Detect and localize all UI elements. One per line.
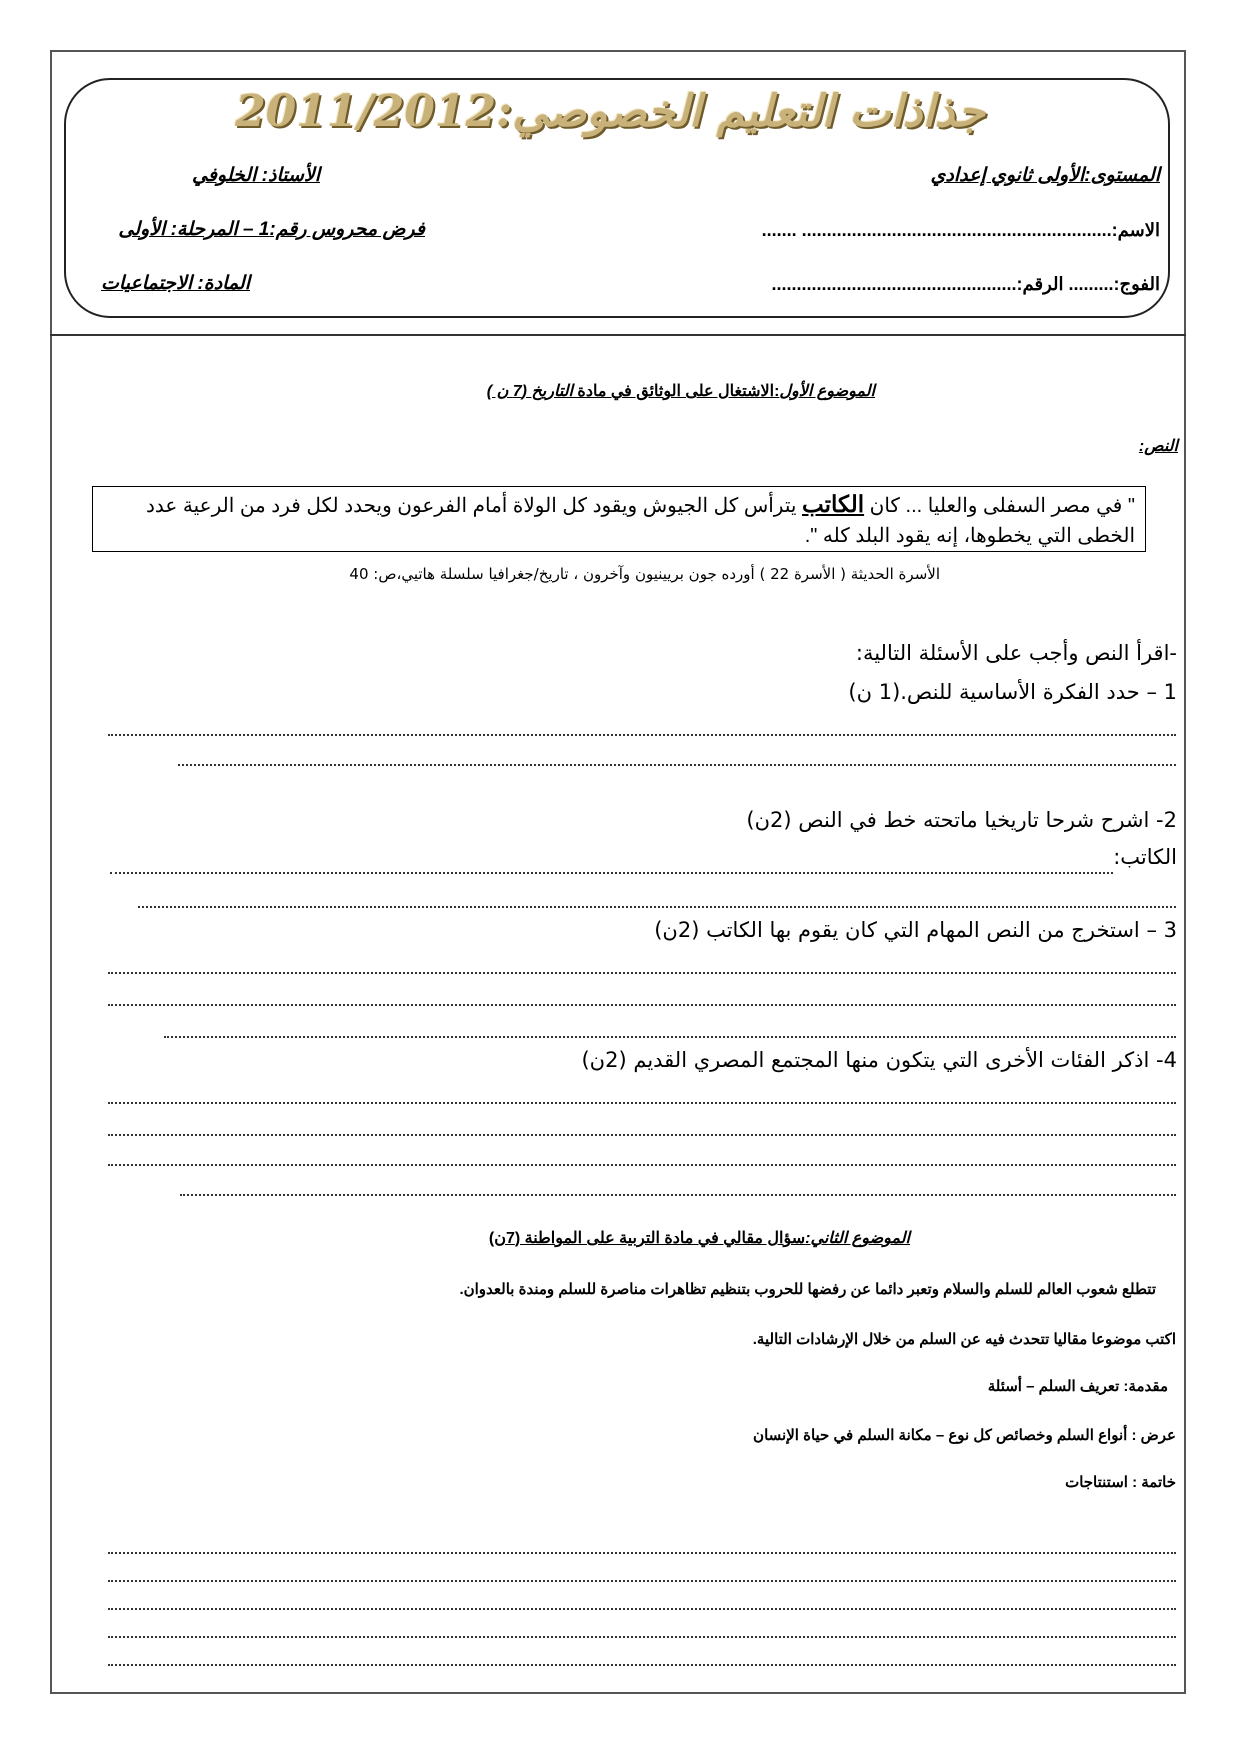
answer-line[interactable] — [164, 1036, 1176, 1038]
answer-line[interactable] — [108, 1102, 1176, 1104]
answer-line[interactable] — [108, 1608, 1176, 1610]
topic1-title-subject: التاريخ — [531, 383, 573, 400]
level-label: المستوى:الأولى ثانوي إعدادي — [930, 165, 1160, 186]
guideline-body: عرض : أنواع السلم وخصائص كل نوع – مكانة السلم في حياة الإنسان — [753, 1427, 1176, 1444]
quote-source: الأسرة الحديثة ( الأسرة 22 ) أورده جون بريينيون وآخرون ، تاريخ/جغرافيا سلسلة هاتيي،ص: 40 — [349, 565, 940, 583]
question-2: 2- اشرح شرحا تاريخيا ماتحته خط في النص (2ن) — [746, 808, 1177, 832]
exam-title: فرض محروس رقم:1 – المرحلة: الأولى — [118, 219, 425, 240]
answer-line[interactable] — [108, 734, 1176, 736]
topic2-title-italic: الموضوع الثاني: — [805, 1230, 910, 1247]
answer-line[interactable] — [110, 872, 1113, 874]
quote-keyword: الكاتب — [802, 491, 865, 517]
question-2-term: الكاتب: — [1113, 845, 1177, 869]
answer-line[interactable] — [108, 1636, 1176, 1638]
quote-prefix: " في مصر السفلى والعليا ... كان — [864, 495, 1135, 517]
topic2-title — [489, 1228, 910, 1248]
topic2-task: اكتب موضوعا مقاليا تتحدث فيه عن السلم من خلال الإرشادات التالية. — [752, 1331, 1176, 1348]
question-3: 3 – استخرج من النص المهام التي كان يقوم بها الكاتب (2ن) — [654, 918, 1177, 942]
quote-box — [92, 486, 1146, 552]
question-1: 1 – حدد الفكرة الأساسية للنص.(1 ن) — [848, 680, 1177, 704]
answer-line[interactable] — [108, 1134, 1176, 1136]
subject-label: المادة: الاجتماعيات — [101, 273, 250, 294]
answer-line[interactable] — [108, 972, 1176, 974]
topic1-title — [487, 381, 875, 401]
question-4: 4- اذكر الفئات الأخرى التي يتكون منها المجتمع المصري القديم (2ن) — [581, 1048, 1177, 1072]
group-number-field[interactable]: الفوج:......... الرقم:................................................. — [771, 274, 1160, 294]
topic2-title-plain: سؤال مقالي في مادة التربية على المواطنة (7ن) — [488, 1230, 806, 1247]
header-divider — [50, 334, 1186, 336]
instruction: -اقرأ النص وأجب على الأسئلة التالية: — [855, 641, 1177, 665]
topic2-intro: تتطلع شعوب العالم للسلم والسلام وتعبر دائما عن رفضها للحروب بتنظيم تظاهرات مناصرة للسلم ومندة بالعدوان. — [459, 1281, 1156, 1298]
topic1-title-italic: الموضوع الأول — [779, 383, 875, 400]
answer-line[interactable] — [108, 1580, 1176, 1582]
answer-line[interactable] — [178, 764, 1176, 766]
guideline-introduction: مقدمة: تعريف السلم – أسئلة — [987, 1378, 1168, 1395]
answer-line[interactable] — [180, 1194, 1176, 1196]
answer-line[interactable] — [108, 1664, 1176, 1666]
teacher-label: الأستاذ: الخلوفي — [192, 165, 320, 186]
topic1-title-plain: :الاشتغال على الوثائق في مادة — [572, 383, 780, 400]
answer-line[interactable] — [108, 1552, 1176, 1554]
guideline-conclusion: خاتمة : استنتاجات — [1065, 1474, 1176, 1491]
text-label: النص: — [1138, 438, 1178, 455]
answer-line[interactable] — [108, 1004, 1176, 1006]
topic1-title-points: (7 ن ) — [486, 383, 532, 400]
answer-line[interactable] — [108, 1164, 1176, 1166]
banner-title: جذاذات التعليم الخصوصي:2011/2012 — [235, 86, 985, 137]
answer-line[interactable] — [138, 906, 1176, 908]
name-field[interactable]: الاسم:.............................................................. ....... — [761, 220, 1160, 240]
quote-suffix: يترأس كل الجيوش ويقود كل الولاة أمام الفرعون ويحدد لكل فرد من الرعية عدد الخطى التي يخطوها، إنه يقود البلد كله ". — [145, 495, 1135, 547]
